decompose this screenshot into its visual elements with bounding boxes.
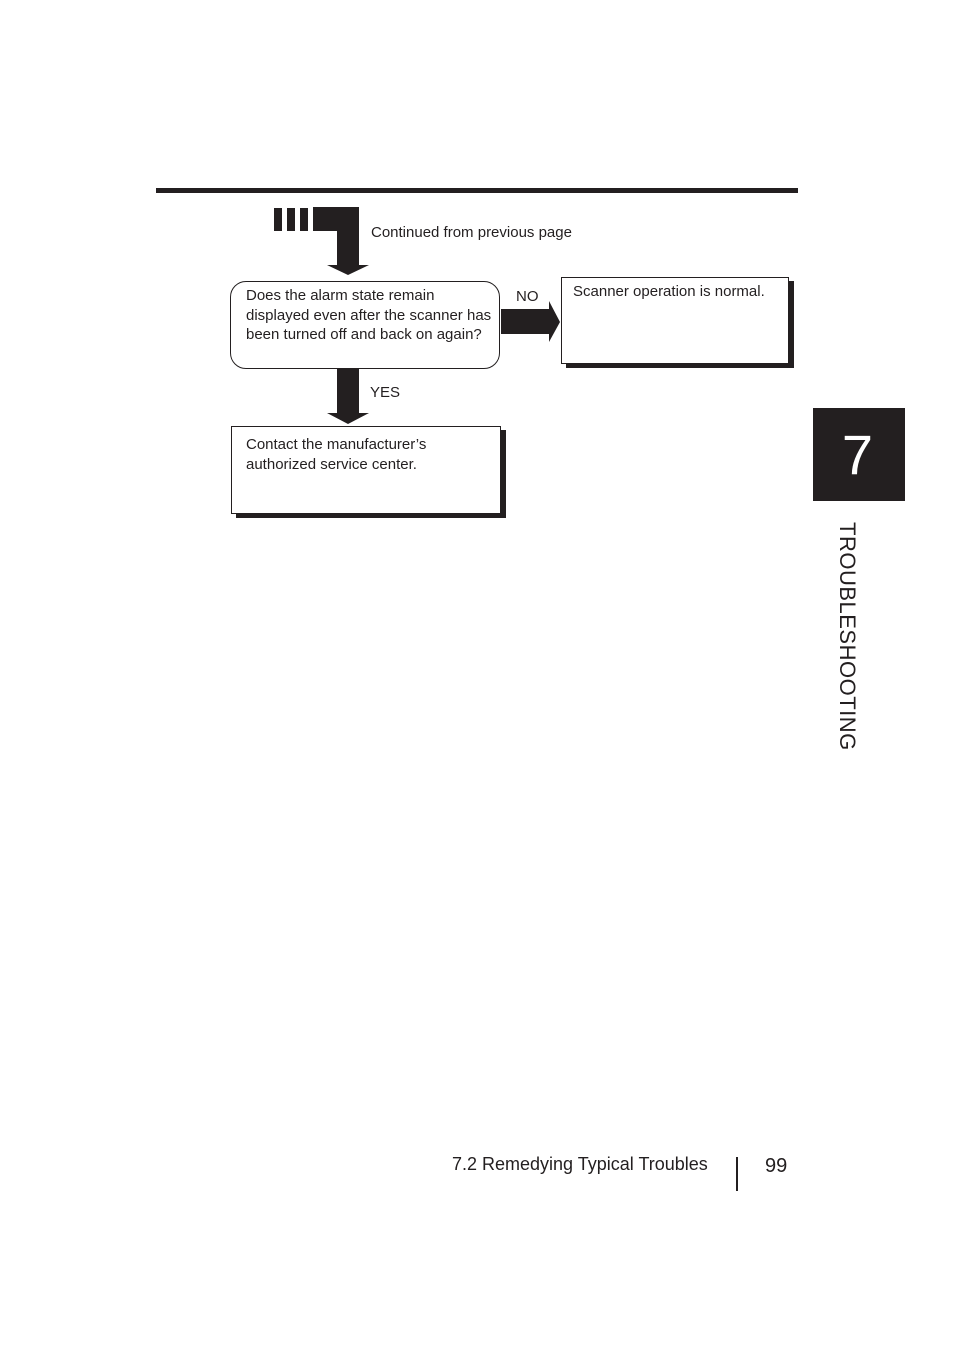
continuation-bar-2 [287, 208, 295, 231]
yes-label: YES [370, 384, 401, 401]
yes-arrow [327, 369, 369, 424]
chapter-number: 7 [841, 423, 873, 486]
continuation-bar-1 [274, 208, 282, 231]
footer-section-title: 7.2 Remedying Typical Troubles [452, 1154, 708, 1174]
yes-result-text: Contact the manufacturer’s authorized service center. [246, 436, 427, 473]
footer-separator [736, 1157, 738, 1191]
no-result-text: Scanner operation is normal. [573, 283, 765, 300]
continuation-bar-3 [300, 208, 308, 231]
decision-text: Does the alarm state remain displayed even after the scanner has been turned off and back on again? [246, 287, 492, 343]
no-label: NO [516, 288, 539, 305]
chapter-title: TROUBLESHOOTING [835, 522, 860, 751]
continued-arrow [313, 207, 369, 275]
page-number: 99 [765, 1155, 788, 1177]
continued-label: Continued from previous page [371, 224, 572, 241]
no-arrow [501, 301, 560, 342]
